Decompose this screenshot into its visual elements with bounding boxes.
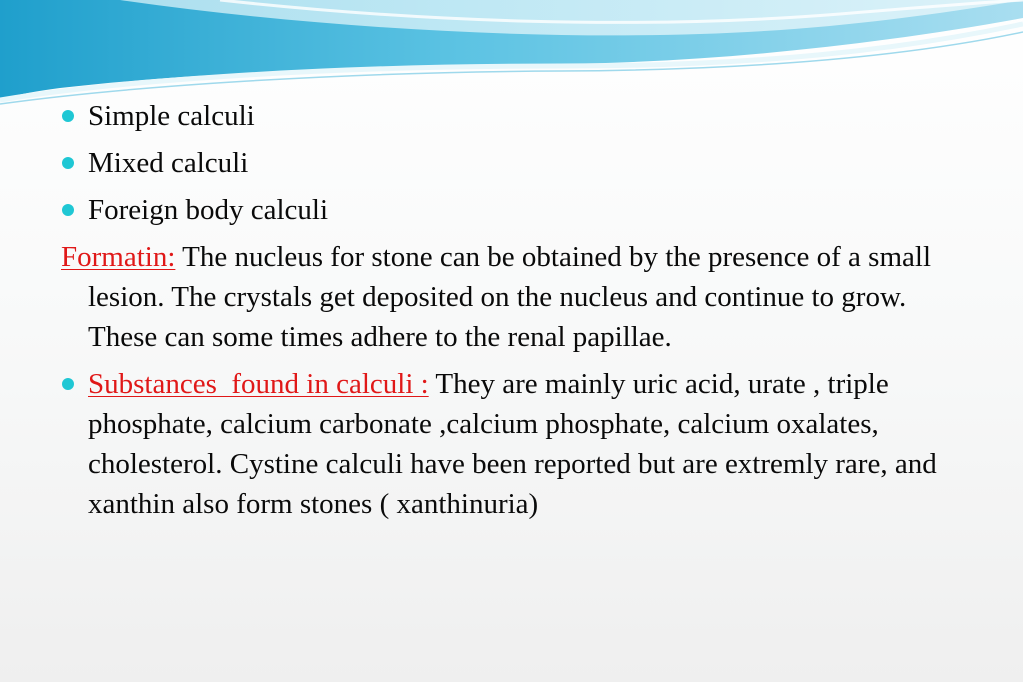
substances-text: They are mainly uric acid, urate , triple phosphate, calcium carbonate ,calcium phosphate, calcium oxalates, cholesterol. Cystine calculi have been reported but are extremly rare, and xanthin also form stones ( xanthinuria) xyxy=(88,368,937,520)
bullet-text: Mixed calculi xyxy=(88,147,249,179)
slide-body xyxy=(61,96,961,531)
bullet-dot-icon xyxy=(62,378,74,390)
bullet-item xyxy=(61,96,961,136)
formation-label: Formatin: xyxy=(61,241,176,273)
bullet-text: Simple calculi xyxy=(88,100,255,132)
header-wave-decoration xyxy=(0,0,1023,110)
formation-paragraph xyxy=(61,237,961,357)
substances-paragraph xyxy=(61,364,961,524)
bullet-item xyxy=(61,143,961,183)
formation-text: The nucleus for stone can be obtained by the presence of a small lesion. The crystals get deposited on the nucleus and continue to grow. These can some times adhere to the renal papillae. xyxy=(88,241,932,353)
bullet-dot-icon xyxy=(62,204,74,216)
bullet-item xyxy=(61,190,961,230)
bullet-text: Foreign body calculi xyxy=(88,194,329,226)
bullet-dot-icon xyxy=(62,157,74,169)
substances-label: Substances found in calculi : xyxy=(88,368,429,400)
bullet-dot-icon xyxy=(62,110,74,122)
